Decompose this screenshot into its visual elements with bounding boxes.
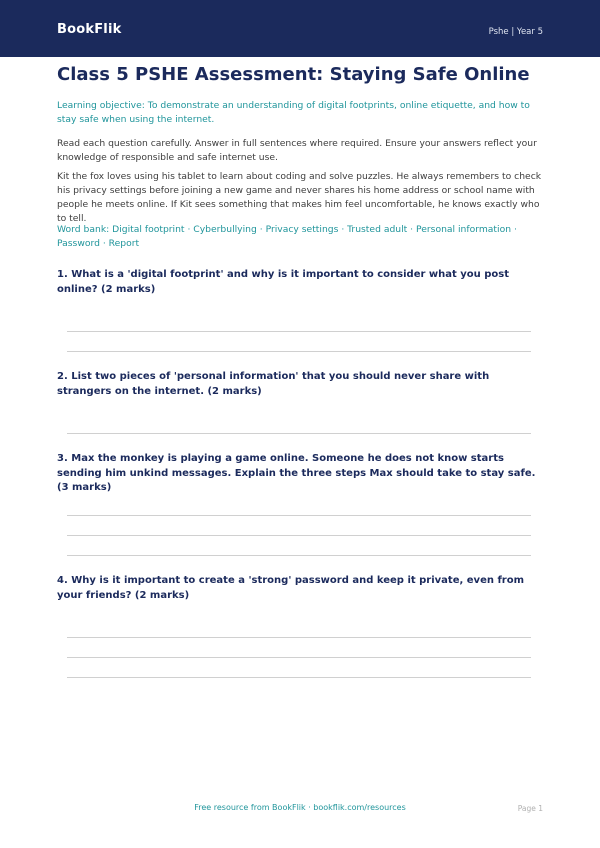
answer-line[interactable] xyxy=(67,331,531,332)
question-2: 2. List two pieces of 'personal information' that you should never share with strangers on the internet. (2 marks) xyxy=(57,371,490,397)
answer-line[interactable] xyxy=(67,351,531,352)
page-title: Class 5 PSHE Assessment: Staying Safe Online xyxy=(57,64,530,85)
answer-line[interactable] xyxy=(67,657,531,658)
instructions: Read each question carefully. Answer in full sentences where required. Ensure your answers reflect your knowledge of responsible and safe internet use. xyxy=(57,138,537,163)
page-number: Page 1 xyxy=(517,804,543,813)
answer-line[interactable] xyxy=(67,555,531,556)
footer-credit: Free resource from BookFlik · bookflik.com/resources xyxy=(194,803,406,812)
answer-line[interactable] xyxy=(67,433,531,434)
answer-line[interactable] xyxy=(67,515,531,516)
question-1: 1. What is a 'digital footprint' and why is it important to consider what you post online? (2 marks) xyxy=(57,269,510,295)
answer-line[interactable] xyxy=(67,677,531,678)
question-4: 4. Why is it important to create a 'strong' password and keep it private, even from your friends? (2 marks) xyxy=(57,575,525,601)
page-header xyxy=(0,0,600,57)
learning-objective: Learning objective: To demonstrate an understanding of digital footprints, online etiquette, and how to stay safe when using the internet. xyxy=(57,100,530,125)
question-3: 3. Max the monkey is playing a game online. Someone he does not know starts sending him unkind messages. Explain the three steps Max should take to stay safe. (3 marks) xyxy=(57,453,536,493)
brand-logo: BookFlik xyxy=(57,22,122,37)
story-text: Kit the fox loves using his tablet to learn about coding and solve puzzles. He always remembers to check his privacy settings before joining a new game and never shares his home address or school name with people he meets online. If Kit sees something that makes him feel uncomfortable, he knows exactly who to tell. xyxy=(57,171,542,224)
answer-line[interactable] xyxy=(67,637,531,638)
answer-line[interactable] xyxy=(67,535,531,536)
word-bank: Word bank: Digital footprint · Cyberbullying · Privacy settings · Trusted adult · Personal information · Password · Report xyxy=(57,224,517,249)
subject-year: Pshe | Year 5 xyxy=(488,27,543,37)
